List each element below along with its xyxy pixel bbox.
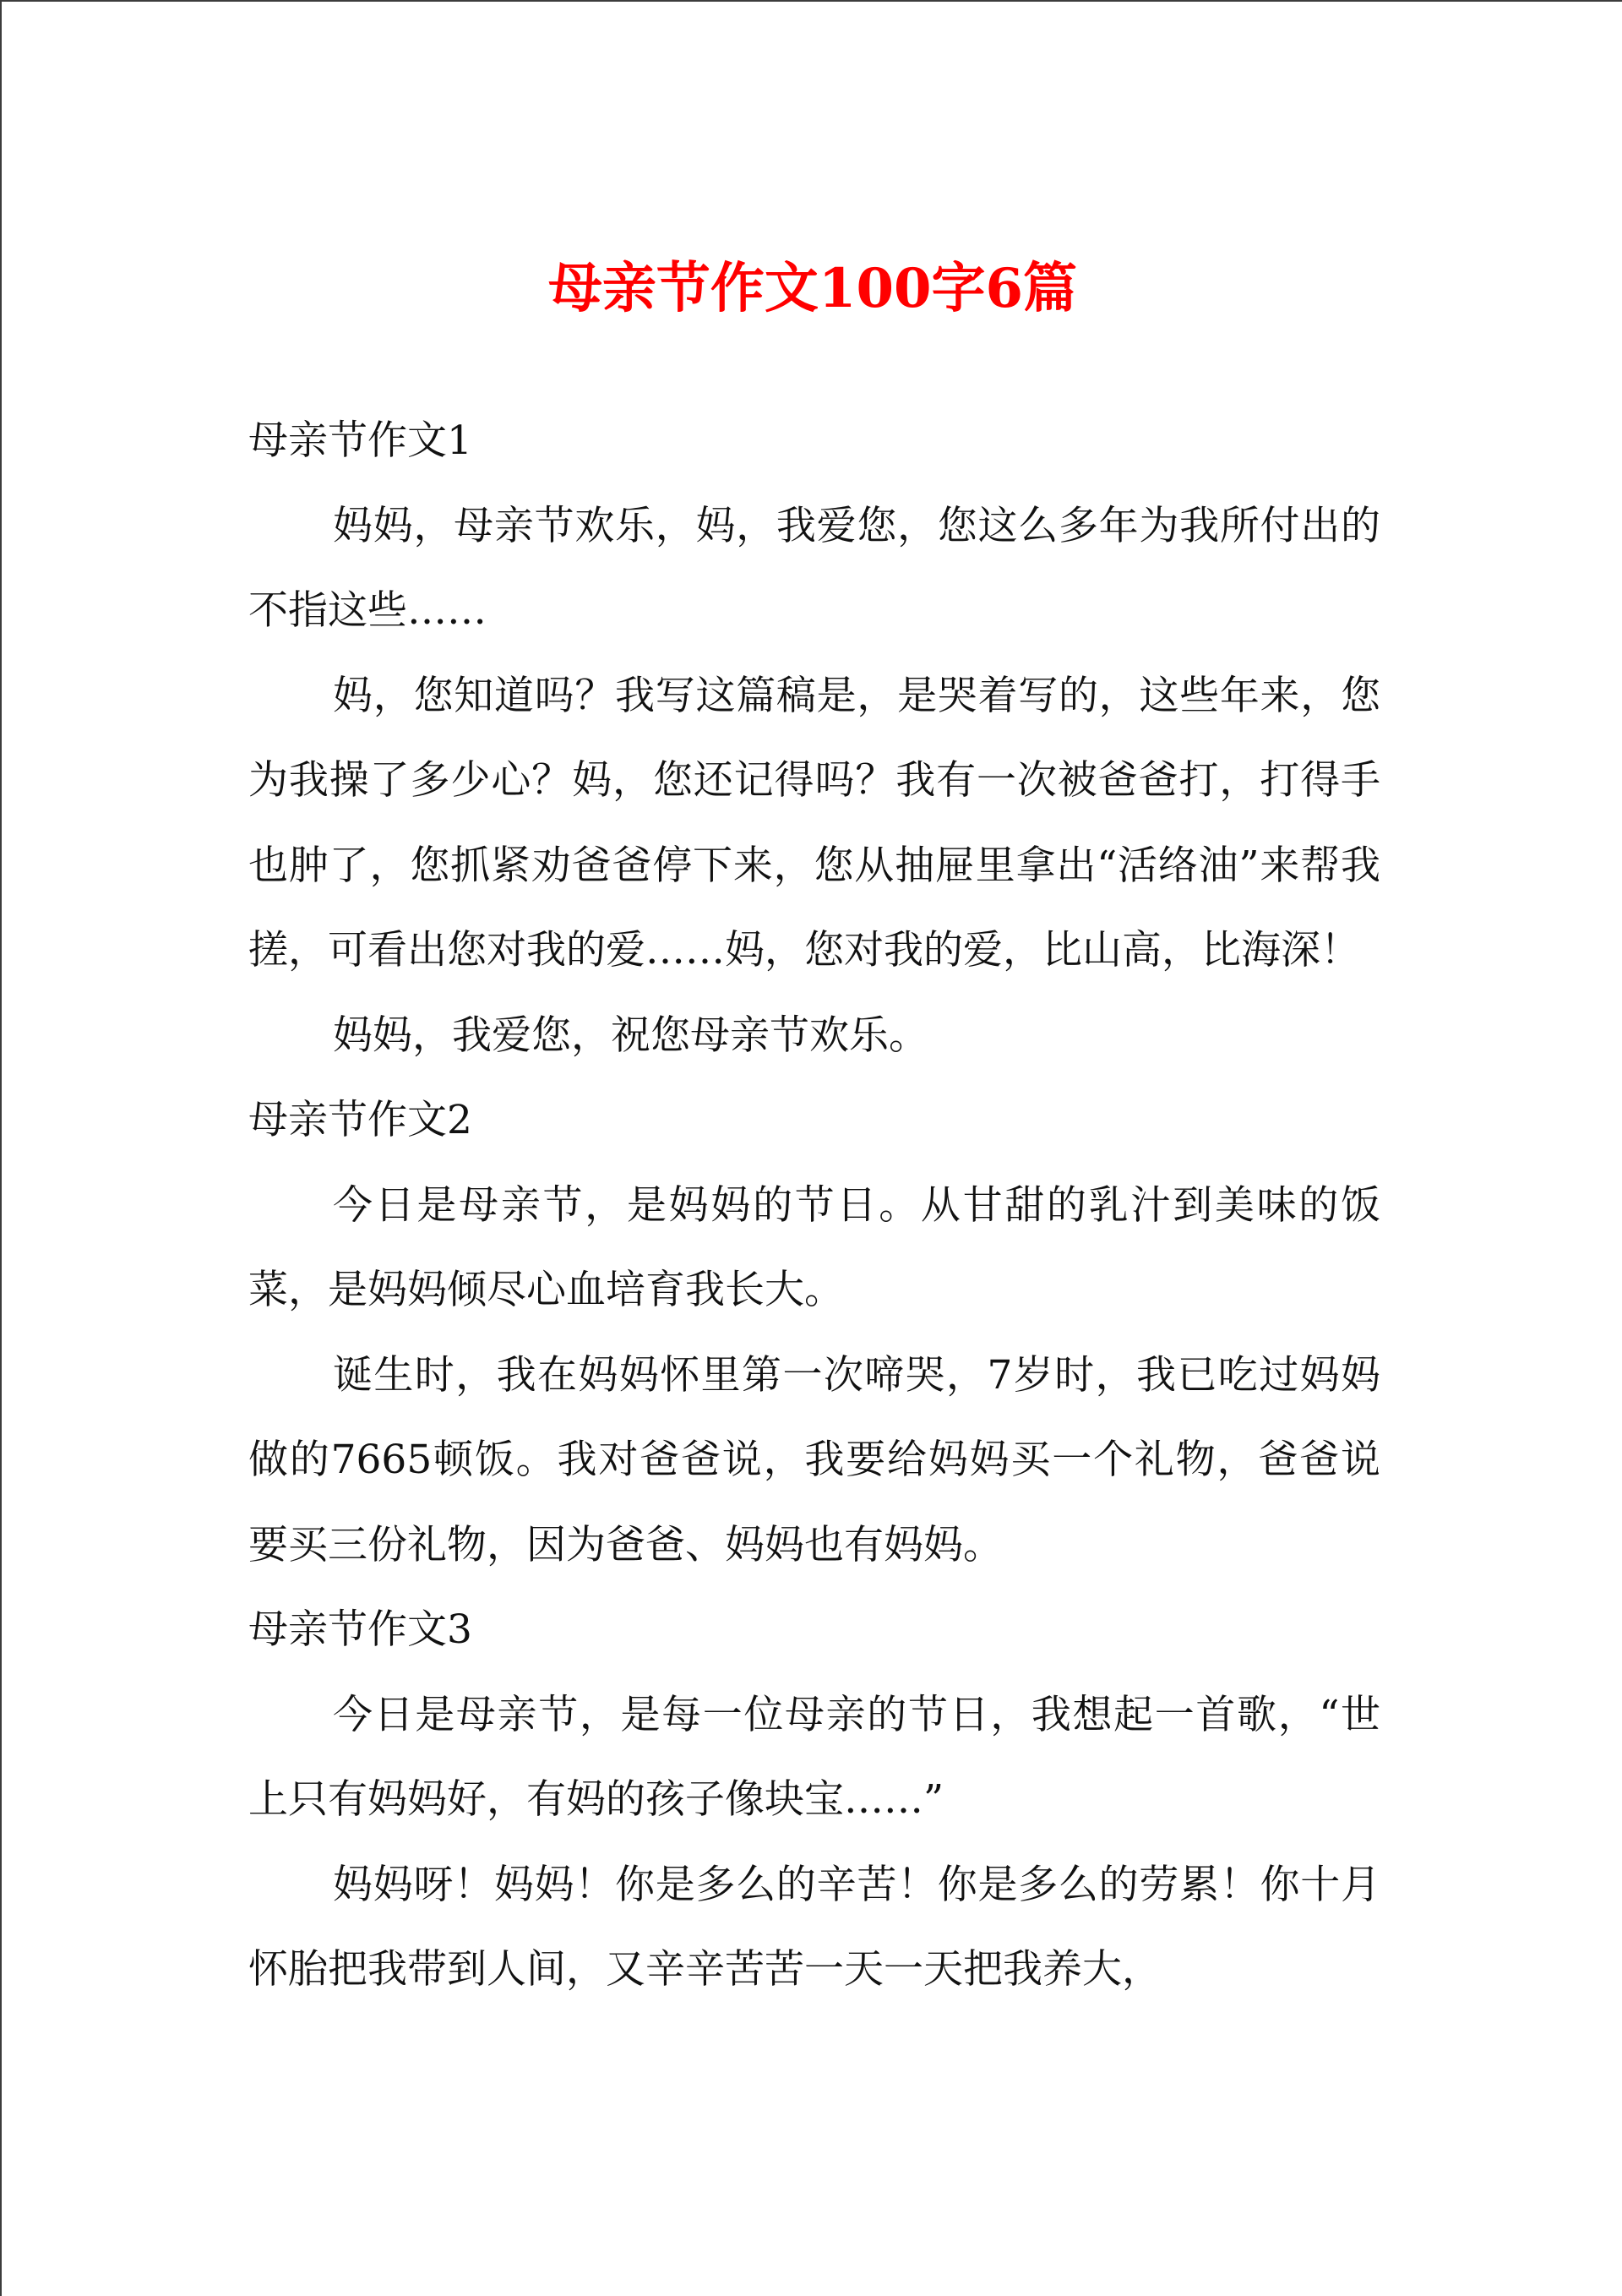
section-2-paragraph-1: 今日是母亲节，是妈妈的节日。从甘甜的乳汁到美味的饭菜，是妈妈倾尽心血培育我长大。 xyxy=(248,1181,1380,1313)
section-2-paragraph-2: 诞生时，我在妈妈怀里第一次啼哭，7岁时，我已吃过妈妈做的7665顿饭。我对爸爸说，我要给妈妈买一个礼物，爸爸说要买三份礼物，因为爸爸、妈妈也有妈妈。 xyxy=(248,1351,1380,1568)
section-heading-3: 母亲节作文3 xyxy=(248,1606,472,1653)
document-title: 母亲节作文100字6篇 xyxy=(547,257,1078,320)
section-3-paragraph-2: 妈妈呀！妈妈！你是多么的辛苦！你是多么的劳累！你十月怀胎把我带到人间，又辛辛苦苦一天一天把我养大， xyxy=(248,1861,1380,1993)
section-heading-2: 母亲节作文2 xyxy=(248,1097,472,1143)
section-1-paragraph-1: 妈妈，母亲节欢乐，妈，我爱您，您这么多年为我所付出的不指这些…… xyxy=(248,502,1380,634)
section-heading-1: 母亲节作文1 xyxy=(248,417,472,464)
section-1-paragraph-3: 妈妈，我爱您，祝您母亲节欢乐。 xyxy=(333,1012,928,1059)
section-3-paragraph-1: 今日是母亲节，是每一位母亲的节日，我想起一首歌，“世上只有妈妈好，有妈的孩子像块宝……” xyxy=(248,1691,1380,1823)
section-1-paragraph-2: 妈，您知道吗？我写这篇稿是，是哭着写的，这些年来，您为我操了多少心？妈，您还记得吗？我有一次被爸爸打，打得手也肿了，您抓紧劝爸爸停下来，您从抽屉里拿出“活络油”来帮我搓，可看出您对我的爱……妈，您对我的爱，比山高，比海深！ xyxy=(248,672,1380,973)
document-body xyxy=(248,399,1380,2013)
